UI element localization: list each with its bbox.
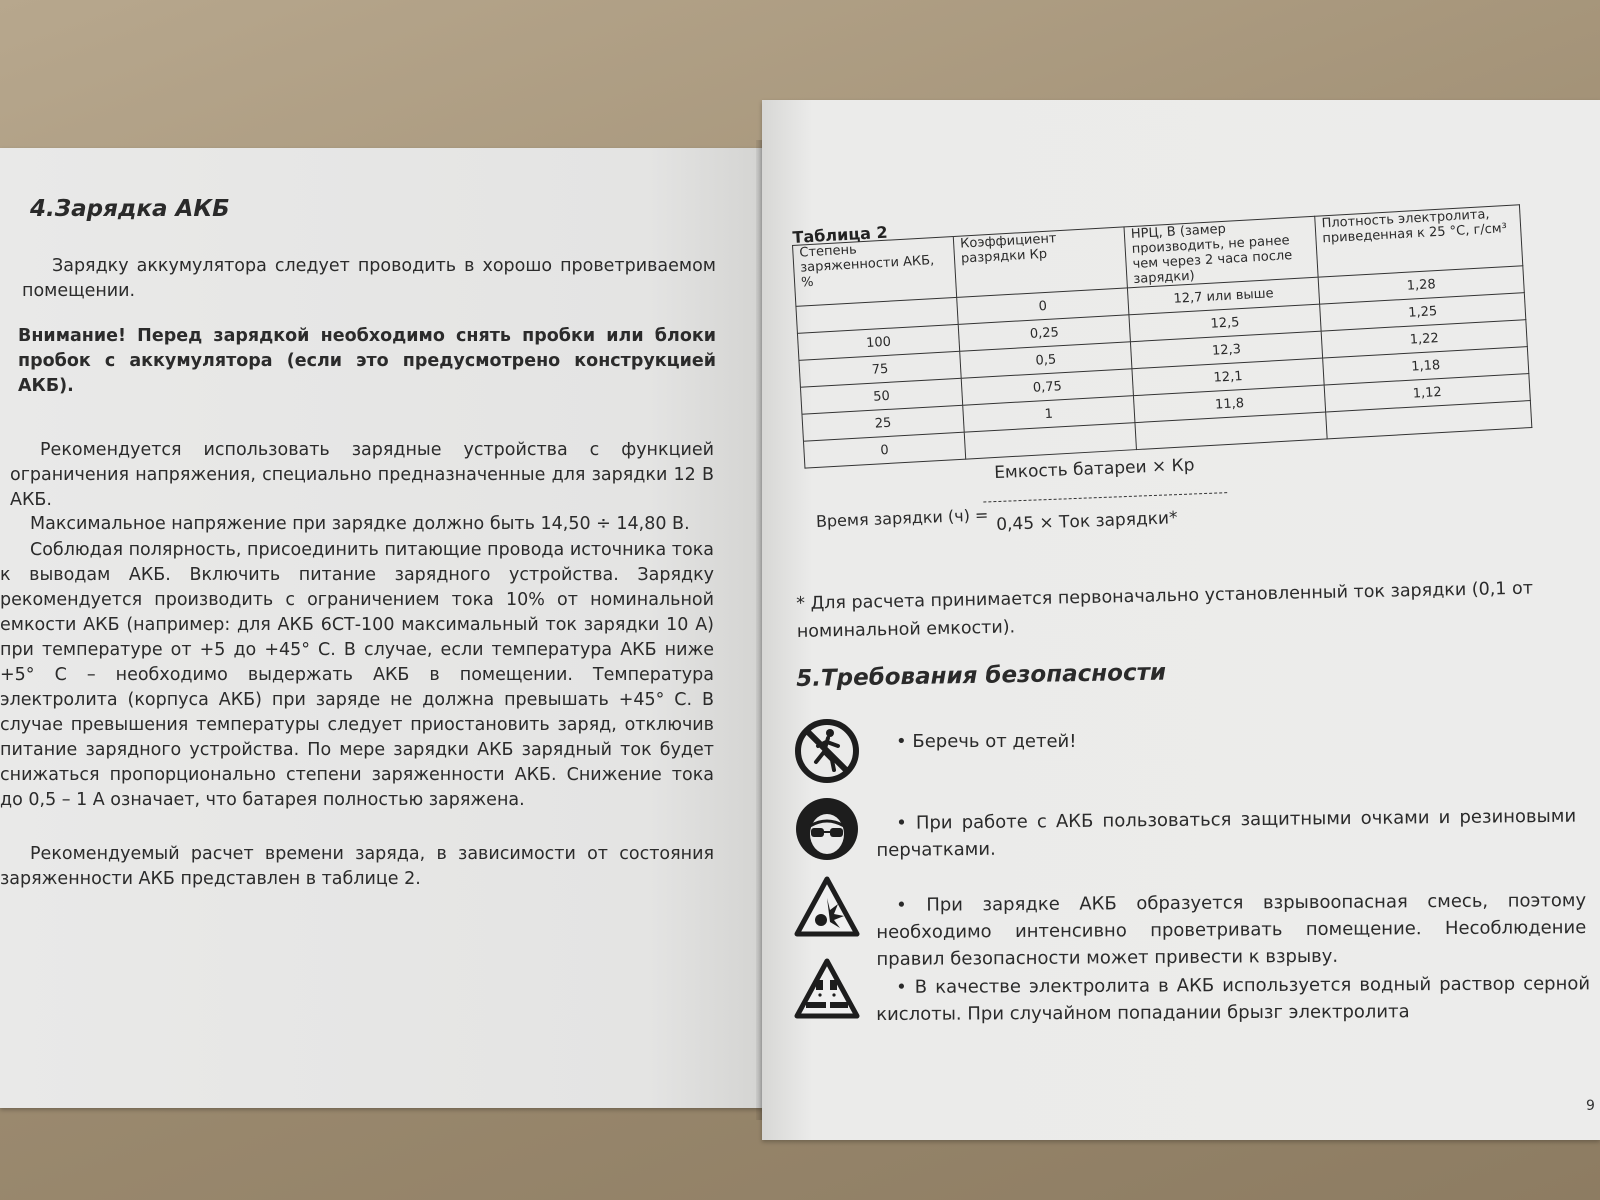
charge-table xyxy=(792,204,1532,468)
table-cell: 0 xyxy=(957,288,1129,325)
explosive-icon xyxy=(794,876,860,938)
table-cell: 12,7 или выше xyxy=(1127,277,1319,315)
corrosive-icon xyxy=(794,958,860,1020)
table-cell: 1 xyxy=(963,396,1135,433)
table-header-cell: Плотность электролита, приведенная к 25 °С, г/см³ xyxy=(1315,205,1523,277)
paragraph-chargers: Рекомендуется использовать зарядные устройства с функцией ограничения напряжения, специально предназначенные для зарядки 12 В АКБ. xyxy=(10,440,714,510)
table-cell: 0 xyxy=(803,432,965,468)
charge-table-wrapper xyxy=(792,204,1532,468)
table-header-cell: Коэффициент разрядки Кр xyxy=(953,227,1127,297)
table-header-cell: Степень заряженности АКБ, % xyxy=(793,236,957,306)
no-children-icon xyxy=(794,718,860,784)
table-cell: 12,1 xyxy=(1132,358,1324,396)
table-cell: 0,75 xyxy=(961,369,1133,406)
page-number: 9 xyxy=(1586,1098,1595,1114)
goggles-icon xyxy=(794,796,860,862)
table-cell: 0,25 xyxy=(958,315,1130,352)
table-cell: 25 xyxy=(802,405,964,441)
safety-item-electrolyte: • В качестве электролита в АКБ используется водный раствор серной кислоты. При случайном попадании брызг электролита xyxy=(876,973,1591,1025)
table-cell: 12,3 xyxy=(1130,331,1322,369)
formula-denominator: 0,45 × Ток зарядки* xyxy=(995,508,1178,536)
paragraph-max-voltage: Максимальное напряжение при зарядке должно быть 14,50 ÷ 14,80 В. xyxy=(30,514,690,534)
formula-numerator: Емкость батареи × Кр xyxy=(993,455,1195,484)
safety-item-goggles: • При работе с АКБ пользоваться защитными очками и резиновыми перчатками. xyxy=(876,805,1577,861)
table-cell: 1,25 xyxy=(1320,293,1526,331)
safety-item-children: • Беречь от детей! xyxy=(896,731,1077,752)
formula-lhs: Время зарядки (ч) = xyxy=(815,505,989,531)
safety-item-explosive: • При зарядке АКБ образуется взрывоопасная смесь, поэтому необходимо интенсивно проветривать помещение. Несоблюдение правил безопасности может привести к взрыву. xyxy=(876,890,1587,970)
paragraph-procedure: Соблюдая полярность, присоединить питающие провода источника тока к выводам АКБ. Включить питание зарядного устройства. Зарядку рекомендуется производить с ограничением тока 10% от номинальной емкости АКБ (например: для АКБ 6СТ-100 максимальный ток зарядки 10 А) при температуре от +5 до +45° С. В случае, если температура АКБ ниже +5° С – необходимо выдержать АКБ в помещении. Температура электролита (корпуса АКБ) при заряде не должна превышать +45° С. В случае превышения температуры следует приостановить заряд, отключив питание зарядного устройства. По мере зарядки АКБ зарядный ток будет снижаться пропорционально степени заряженности АКБ. Снижение тока до 0,5 – 1 А означает, что батарея полностью заряжена. xyxy=(0,540,714,810)
table-cell: 1,22 xyxy=(1321,320,1527,358)
table-cell: 1,18 xyxy=(1323,347,1529,385)
table-cell: 1,12 xyxy=(1324,374,1530,412)
table-cell: 12,5 xyxy=(1129,304,1321,342)
table-cell: 11,8 xyxy=(1133,385,1325,423)
table-title: Таблица 2 xyxy=(792,222,889,247)
table-cell: 50 xyxy=(800,378,962,414)
warning-paragraph: Внимание! Перед зарядкой необходимо снять пробки или блоки пробок с аккумулятора (если это предусмотрено конструкцией АКБ). xyxy=(18,326,716,396)
paragraph-ventilation: Зарядку аккумулятора следует проводить в хорошо проветриваемом помещении. xyxy=(22,256,716,301)
table-header-cell: НРЦ, В (замер производить, не ранее чем через 2 часа после зарядки) xyxy=(1124,216,1318,288)
table-cell: 100 xyxy=(797,324,959,360)
paragraph-time-calc: Рекомендуемый расчет времени заряда, в зависимости от состояния заряженности АКБ представлен в таблице 2. xyxy=(0,844,714,889)
table-cell: 1,28 xyxy=(1318,266,1524,304)
section-title-safety: 5.Требования безопасности xyxy=(796,659,1167,692)
footnote-text: * Для расчета принимается первоначально установленный ток зарядки (0,1 от номинальной емкости). xyxy=(796,578,1534,642)
section-title-charging: 4.Зарядка АКБ xyxy=(30,196,230,222)
table-cell: 75 xyxy=(799,351,961,387)
table-cell: 0,5 xyxy=(960,342,1132,379)
left-page xyxy=(0,148,762,1108)
